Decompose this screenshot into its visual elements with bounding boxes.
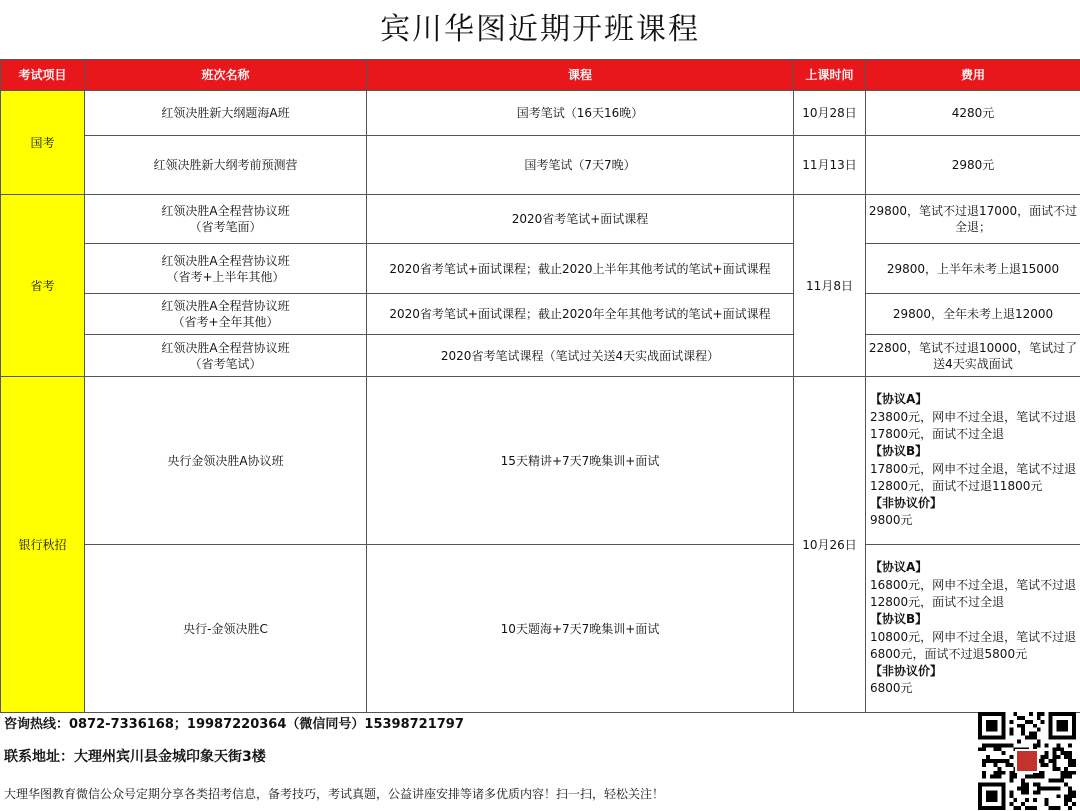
page-title: 宾川华图近期开班课程 — [380, 12, 700, 47]
address-text: 联系地址：大理州宾川县金城印象天街3楼 — [4, 749, 266, 765]
class-name-line: 红领决胜A全程营协议班 — [161, 340, 290, 355]
course-cell: 2020省考笔试+面试课程 — [367, 195, 794, 244]
table-row — [1, 136, 1080, 195]
course-cell: 2020省考笔试+面试课程；截止2020上半年其他考试的笔试+面试课程 — [367, 244, 794, 294]
class-name-subline: （省考+全年其他） — [172, 315, 279, 329]
course-cell: 10天题海+7天7晚集训+面试 — [367, 545, 794, 713]
fee-cell — [866, 377, 1080, 545]
class-name-cell: 红领决胜新大纲题海A班 — [85, 91, 367, 136]
header-class-name: 班次名称 — [85, 60, 367, 91]
class-name-cell — [85, 294, 367, 335]
class-name-subline: （省考笔试） — [189, 356, 262, 371]
header-exam-item: 考试项目 — [1, 60, 85, 91]
fee-line: 【协议B】 — [870, 444, 928, 459]
fee-line: 9800元 — [870, 513, 913, 528]
header-fee: 费用 — [866, 60, 1080, 91]
fee-line: 23800元，网申不过全退，笔试不过退17800元，面试不过全退 — [870, 409, 1077, 441]
fee-line: 10800元，网申不过全退，笔试不过退6800元，面试不过退5800元 — [870, 629, 1077, 661]
course-cell: 15天精讲+7天7晚集训+面试 — [367, 377, 794, 545]
class-name-cell: 红领决胜新大纲考前预测营 — [85, 136, 367, 195]
fee-line: 16800元，网申不过全退，笔试不过退12800元，面试不过全退 — [870, 577, 1077, 609]
table-row — [1, 294, 1080, 335]
category-guokao: 国考 — [1, 91, 85, 195]
class-name-subline: （省考笔面） — [189, 220, 262, 234]
table-row — [1, 195, 1080, 244]
course-cell: 国考笔试（7天7晚） — [367, 136, 794, 195]
course-cell: 2020省考笔试课程（笔试过关送4天实战面试课程） — [367, 335, 794, 377]
table-row — [1, 335, 1080, 377]
fee-line: 【协议A】 — [870, 560, 928, 575]
class-name-subline: （省考+上半年其他） — [166, 269, 285, 284]
fee-cell: 29800，笔试不过退17000，面试不过全退； — [866, 195, 1080, 244]
fee-line: 17800元，网申不过全退，笔试不过退12800元，面试不过退11800元 — [870, 461, 1077, 493]
table-header-row — [1, 60, 1080, 91]
fee-cell — [866, 545, 1080, 713]
header-course: 课程 — [367, 60, 794, 91]
course-cell: 2020省考笔试+面试课程；截止2020年全年其他考试的笔试+面试课程 — [367, 294, 794, 335]
time-cell: 11月8日 — [794, 195, 866, 377]
category-shengkao: 省考 — [1, 195, 85, 377]
logo-icon — [1015, 749, 1039, 773]
time-cell: 10月26日 — [794, 377, 866, 713]
category-bank: 银行秋招 — [1, 377, 85, 713]
fee-cell: 22800，笔试不过退10000，笔试过了送4天实战面试 — [866, 335, 1080, 377]
header-start-time: 上课时间 — [794, 60, 866, 91]
class-name-cell — [85, 335, 367, 377]
table-row — [1, 377, 1080, 545]
course-table — [0, 59, 1080, 713]
class-name-line: 红领决胜A全程营协议班 — [161, 299, 290, 313]
time-cell: 11月13日 — [794, 136, 866, 195]
fee-cell: 4280元 — [866, 91, 1080, 136]
class-name-cell — [85, 244, 367, 294]
class-name-cell: 央行金领决胜A协议班 — [85, 377, 367, 545]
fee-cell: 29800，全年未考上退12000 — [866, 294, 1080, 335]
fee-line: 【非协议价】 — [870, 496, 943, 511]
table-row — [1, 91, 1080, 136]
fee-line: 【非协议价】 — [870, 664, 943, 679]
fee-line: 6800元 — [870, 681, 913, 696]
fee-line: 【协议B】 — [870, 612, 928, 627]
fee-cell: 2980元 — [866, 136, 1080, 195]
time-cell: 10月28日 — [794, 91, 866, 136]
table-row — [1, 545, 1080, 713]
table-row — [1, 244, 1080, 294]
class-name-line: 红领决胜A全程营协议班 — [161, 253, 290, 268]
class-name-cell — [85, 195, 367, 244]
hotline-text: 咨询热线：0872-7336168；19987220364（微信同号）15398721797 — [4, 717, 464, 732]
course-cell: 国考笔试（16天16晚） — [367, 91, 794, 136]
qr-code-icon — [978, 712, 1076, 810]
class-name-line: 红领决胜A全程营协议班 — [161, 204, 290, 218]
class-name-cell: 央行-金领决胜C — [85, 545, 367, 713]
fee-line: 【协议A】 — [870, 392, 928, 407]
promo-text: 大理华图教育微信公众号定期分享各类招考信息，备考技巧，考试真题，公益讲座安排等诸多优质内容！扫一扫，轻松关注！ — [4, 787, 665, 801]
fee-cell: 29800，上半年未考上退15000 — [866, 244, 1080, 294]
